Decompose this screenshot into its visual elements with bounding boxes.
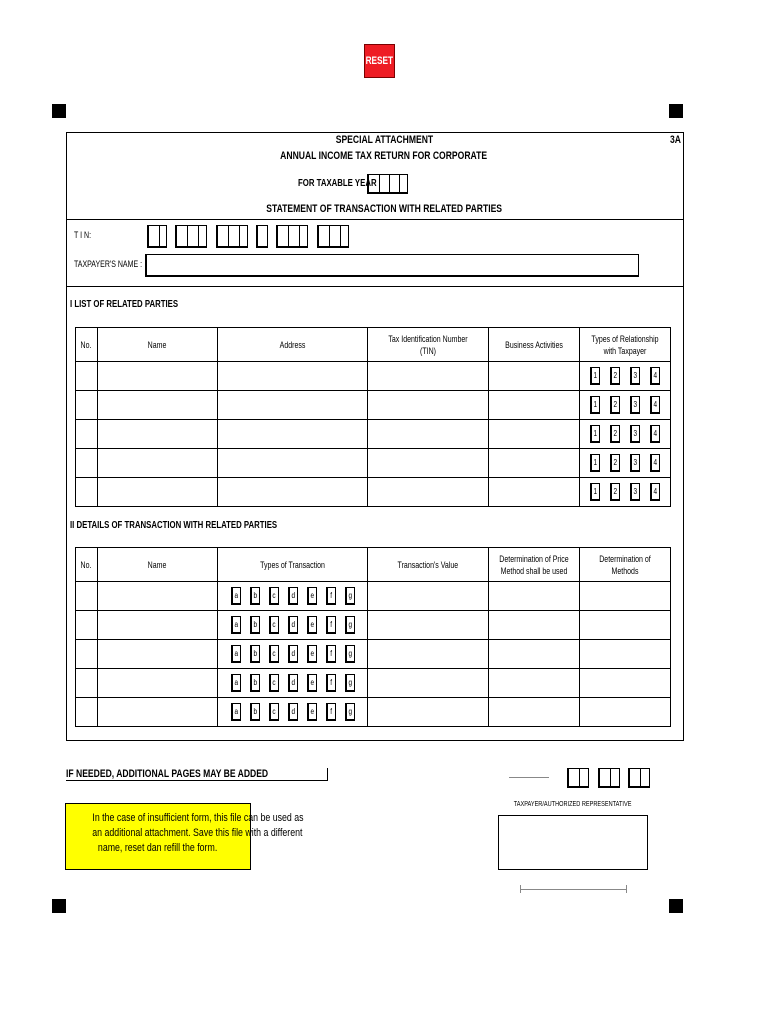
option-checkbox[interactable]: e: [307, 703, 317, 721]
reset-button[interactable]: RESET: [364, 44, 395, 78]
option-checkbox[interactable]: 1: [590, 396, 600, 414]
col-header-transaction-value: Transaction's Value: [368, 548, 489, 582]
table-cell[interactable]: [580, 669, 671, 698]
col-header-price-method: Determination of Price Method shall be used: [489, 548, 580, 582]
tin-input-2[interactable]: [175, 225, 207, 248]
table-cell[interactable]: [218, 669, 368, 698]
header-line-2: ANNUAL INCOME TAX RETURN FOR CORPORATE: [280, 150, 488, 162]
table-cell[interactable]: [368, 362, 489, 391]
table-cell[interactable]: [580, 640, 671, 669]
col-header-name: Name: [98, 548, 218, 582]
table-cell[interactable]: [368, 698, 489, 727]
table-cell[interactable]: [489, 420, 580, 449]
option-checkbox[interactable]: d: [288, 703, 298, 721]
option-checkbox[interactable]: f: [326, 703, 336, 721]
option-checkbox[interactable]: 1: [590, 483, 600, 501]
section-1-title: I LIST OF RELATED PARTIES: [70, 299, 179, 310]
registration-mark-top-right: [669, 104, 683, 118]
option-checkbox[interactable]: b: [250, 674, 260, 692]
option-checkbox[interactable]: 3: [630, 454, 640, 472]
related-parties-table: [75, 327, 671, 507]
table-cell[interactable]: [218, 611, 368, 640]
option-checkbox[interactable]: f: [326, 616, 336, 634]
divider: [66, 286, 684, 287]
col-header-relationship-types: Types of Relationship with Taxpayer: [580, 328, 671, 362]
statement-title: STATEMENT OF TRANSACTION WITH RELATED PARTIES: [266, 203, 502, 215]
table-cell[interactable]: [218, 478, 368, 507]
option-checkbox[interactable]: d: [288, 674, 298, 692]
registration-mark-bottom-left: [52, 899, 66, 913]
option-checkbox[interactable]: 4: [650, 367, 660, 385]
option-checkbox[interactable]: f: [326, 587, 336, 605]
date-input-year[interactable]: [628, 768, 650, 788]
tin-input-3[interactable]: [216, 225, 248, 248]
option-checkbox[interactable]: e: [307, 645, 317, 663]
table-cell[interactable]: [98, 669, 218, 698]
divider: [66, 219, 684, 220]
option-checkbox[interactable]: c: [269, 645, 279, 663]
option-checkbox[interactable]: c: [269, 703, 279, 721]
col-header-methods: Determination of Methods: [580, 548, 671, 582]
table-cell[interactable]: [98, 362, 218, 391]
signature-label: TAXPAYER/AUTHORIZED REPRESENTATIVE: [514, 801, 632, 808]
table-cell[interactable]: [98, 698, 218, 727]
table-cell[interactable]: [580, 611, 671, 640]
table-cell[interactable]: [368, 478, 489, 507]
col-header-address: Address: [218, 328, 368, 362]
signature-name-line: [520, 889, 626, 890]
table-cell[interactable]: [98, 611, 218, 640]
option-checkbox[interactable]: d: [288, 645, 298, 663]
option-checkbox[interactable]: a: [231, 703, 241, 721]
tin-input-4[interactable]: [256, 225, 268, 248]
option-checkbox[interactable]: 2: [610, 396, 620, 414]
taxpayer-name-input[interactable]: [145, 254, 639, 277]
option-checkbox[interactable]: d: [288, 616, 298, 634]
table-cell[interactable]: [580, 420, 671, 449]
section-2-title: II DETAILS OF TRANSACTION WITH RELATED PARTIES: [70, 520, 278, 531]
registration-mark-bottom-right: [669, 899, 683, 913]
option-checkbox[interactable]: 1: [590, 454, 600, 472]
taxable-year-label: FOR TAXABLE YEAR: [298, 178, 377, 189]
option-checkbox[interactable]: g: [345, 645, 355, 663]
table-row: [76, 420, 671, 449]
table-cell[interactable]: [218, 449, 368, 478]
option-checkbox[interactable]: 3: [630, 367, 640, 385]
tin-input-6[interactable]: [317, 225, 349, 248]
table-cell[interactable]: [98, 391, 218, 420]
table-cell[interactable]: [580, 391, 671, 420]
date-input-day[interactable]: [567, 768, 589, 788]
table-cell[interactable]: [76, 669, 98, 698]
table-cell[interactable]: [218, 362, 368, 391]
option-checkbox[interactable]: a: [231, 616, 241, 634]
option-checkbox[interactable]: 2: [610, 425, 620, 443]
table-cell[interactable]: [489, 362, 580, 391]
option-checkbox[interactable]: g: [345, 616, 355, 634]
table-cell[interactable]: [368, 669, 489, 698]
table-row: [76, 391, 671, 420]
table-cell[interactable]: [368, 449, 489, 478]
table-cell[interactable]: [368, 611, 489, 640]
option-checkbox[interactable]: c: [269, 587, 279, 605]
signature-line-tick: [520, 885, 521, 893]
table-cell[interactable]: [76, 582, 98, 611]
table-cell[interactable]: [76, 362, 98, 391]
option-checkbox[interactable]: 2: [610, 454, 620, 472]
signature-box[interactable]: [498, 815, 648, 870]
col-header-no: No.: [76, 328, 98, 362]
table-cell[interactable]: [76, 420, 98, 449]
option-checkbox[interactable]: 3: [630, 483, 640, 501]
table-cell[interactable]: [98, 478, 218, 507]
col-header-no: No.: [76, 548, 98, 582]
col-header-transaction-types: Types of Transaction: [218, 548, 368, 582]
taxpayer-name-label: TAXPAYER'S NAME :: [74, 259, 143, 269]
tin-input-1[interactable]: [147, 225, 167, 248]
additional-pages-notice: IF NEEDED, ADDITIONAL PAGES MAY BE ADDED: [66, 768, 328, 781]
table-cell[interactable]: [489, 478, 580, 507]
table-cell[interactable]: [98, 640, 218, 669]
option-checkbox[interactable]: e: [307, 587, 317, 605]
table-cell[interactable]: [489, 698, 580, 727]
date-line: [509, 777, 549, 778]
table-cell[interactable]: [76, 640, 98, 669]
table-cell[interactable]: [368, 640, 489, 669]
option-checkbox[interactable]: e: [307, 616, 317, 634]
option-checkbox[interactable]: f: [326, 645, 336, 663]
option-checkbox[interactable]: 2: [610, 483, 620, 501]
option-checkbox[interactable]: g: [345, 674, 355, 692]
table-cell[interactable]: [368, 420, 489, 449]
table-cell[interactable]: [76, 391, 98, 420]
table-row: [76, 640, 671, 669]
taxable-year-input[interactable]: [367, 174, 408, 194]
instruction-note: In the case of insufficient form, this file can be used as an additional attachment. Save this file with a different name, reset dan refill the form.: [65, 803, 251, 870]
col-header-name: Name: [98, 328, 218, 362]
table-cell[interactable]: [218, 391, 368, 420]
registration-mark-top-left: [52, 104, 66, 118]
table-cell[interactable]: [368, 582, 489, 611]
option-checkbox[interactable]: f: [326, 674, 336, 692]
signature-line-tick: [626, 885, 627, 893]
table-row: [76, 669, 671, 698]
table-cell[interactable]: [218, 420, 368, 449]
option-checkbox[interactable]: e: [307, 674, 317, 692]
table-cell[interactable]: [76, 611, 98, 640]
option-checkbox[interactable]: c: [269, 616, 279, 634]
table-row: [76, 698, 671, 727]
table-cell[interactable]: [76, 478, 98, 507]
option-checkbox[interactable]: 1: [590, 425, 600, 443]
option-checkbox[interactable]: 3: [630, 425, 640, 443]
table-cell[interactable]: [580, 582, 671, 611]
option-checkbox[interactable]: b: [250, 703, 260, 721]
option-checkbox[interactable]: g: [345, 703, 355, 721]
option-checkbox[interactable]: b: [250, 616, 260, 634]
option-checkbox[interactable]: b: [250, 587, 260, 605]
table-row: [76, 611, 671, 640]
option-checkbox[interactable]: a: [231, 645, 241, 663]
option-checkbox[interactable]: 4: [650, 425, 660, 443]
header-line-1: SPECIAL ATTACHMENT: [335, 134, 433, 146]
tin-label: T I N:: [74, 230, 92, 240]
table-cell[interactable]: [489, 582, 580, 611]
option-checkbox[interactable]: 4: [650, 483, 660, 501]
table-cell[interactable]: [218, 582, 368, 611]
table-cell[interactable]: [580, 478, 671, 507]
table-row: [76, 362, 671, 391]
option-checkbox[interactable]: b: [250, 645, 260, 663]
col-header-business-activities: Business Activities: [489, 328, 580, 362]
table-cell[interactable]: [218, 640, 368, 669]
table-row: [76, 478, 671, 507]
option-checkbox[interactable]: a: [231, 674, 241, 692]
transaction-details-table: [75, 547, 671, 727]
table-cell[interactable]: [368, 391, 489, 420]
table-cell[interactable]: [98, 420, 218, 449]
tin-input-5[interactable]: [276, 225, 308, 248]
table-cell[interactable]: [489, 611, 580, 640]
option-checkbox[interactable]: 2: [610, 367, 620, 385]
table-cell[interactable]: [76, 698, 98, 727]
table-cell[interactable]: [76, 449, 98, 478]
table-cell[interactable]: [580, 698, 671, 727]
option-checkbox[interactable]: d: [288, 587, 298, 605]
table-cell[interactable]: [580, 362, 671, 391]
table-cell[interactable]: [489, 640, 580, 669]
form-code: 3A: [670, 134, 681, 146]
table-cell[interactable]: [489, 669, 580, 698]
option-checkbox[interactable]: c: [269, 674, 279, 692]
option-checkbox[interactable]: a: [231, 587, 241, 605]
option-checkbox[interactable]: 3: [630, 396, 640, 414]
option-checkbox[interactable]: 1: [590, 367, 600, 385]
option-checkbox[interactable]: g: [345, 587, 355, 605]
table-cell[interactable]: [489, 449, 580, 478]
table-cell[interactable]: [489, 391, 580, 420]
table-row: [76, 449, 671, 478]
table-cell[interactable]: [98, 582, 218, 611]
table-cell[interactable]: [98, 449, 218, 478]
option-checkbox[interactable]: 4: [650, 454, 660, 472]
table-cell[interactable]: [580, 449, 671, 478]
date-input-month[interactable]: [598, 768, 620, 788]
table-cell[interactable]: [218, 698, 368, 727]
col-header-tin: Tax Identification Number (TIN): [368, 328, 489, 362]
table-row: [76, 582, 671, 611]
option-checkbox[interactable]: 4: [650, 396, 660, 414]
